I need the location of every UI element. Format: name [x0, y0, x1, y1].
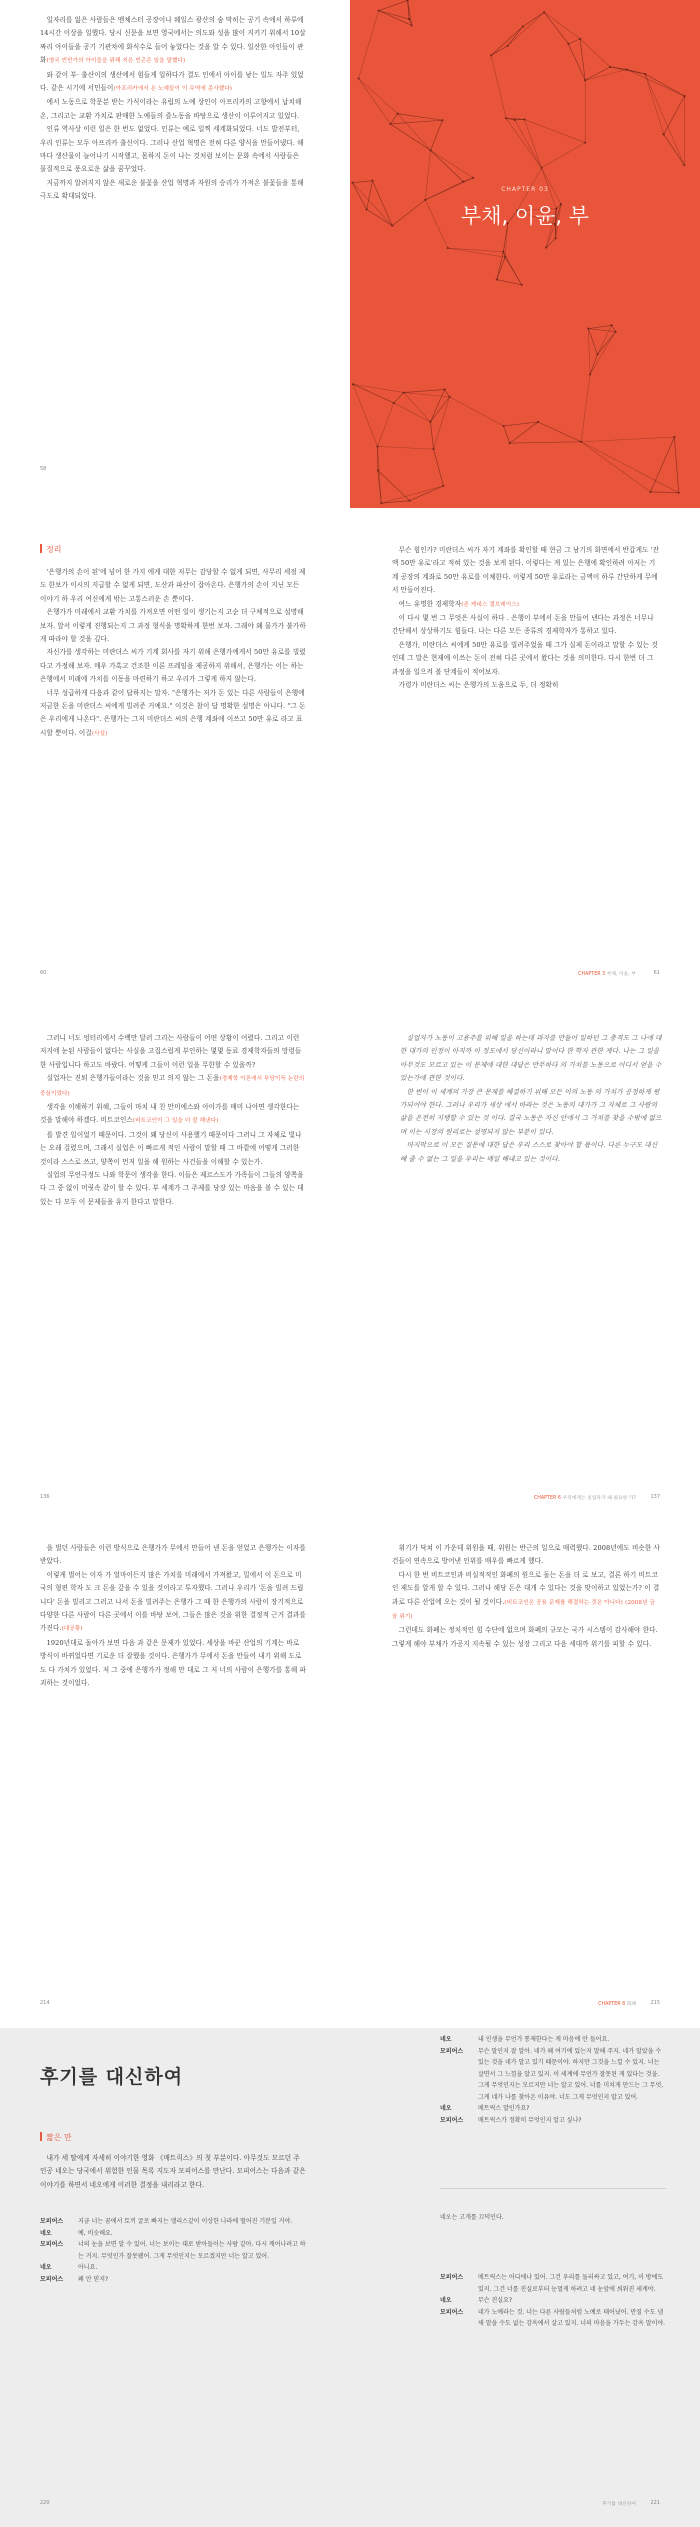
- dialog-line: 네오 내 인생을 무언가 통제한다는 게 마음에 안 들어요.: [440, 2036, 610, 2043]
- dialog-line: 모피어스 매트릭스가 정확히 무엇인지 알고 싶나?: [440, 2116, 582, 2124]
- network-node: [514, 119, 516, 121]
- paragraph: 에서 노동으로 학문분 받는 가식이라는 유럽의 노예 상인이 아프리카의 고향에서 납치해 온, 그리고는 교환 가치로 판매한 노예들의 즐노동을 바탕으로 생산이 이루어지고 있었다.: [40, 98, 302, 120]
- chapter-opener: [350, 0, 700, 508]
- dialog-line: 네오 아니요.: [40, 2264, 98, 2271]
- network-line: [497, 257, 505, 279]
- network-line: [410, 486, 444, 501]
- network-node: [407, 0, 409, 2]
- network-line: [431, 150, 473, 177]
- left-page-2: [40, 566, 306, 741]
- annotation: (대공황): [61, 1626, 83, 1633]
- network-node: [403, 392, 405, 394]
- network-line: [394, 393, 404, 403]
- network-node: [589, 373, 591, 375]
- annotation: (아프리카에서 온 노예들이 이 무역에 종사했다): [113, 86, 233, 93]
- network-node: [441, 119, 443, 121]
- page-number: 221: [650, 2500, 660, 2506]
- network-node: [389, 123, 391, 125]
- network-node: [377, 469, 379, 471]
- network-node: [502, 425, 504, 427]
- spread-3: [0, 1012, 700, 1522]
- network-pattern-graphic: [350, 0, 700, 508]
- paragraph: 1920년대로 돌아가 보면 다음 과 같은 문제가 있었다. 세상을 바꾼 산업의 기계는 바로 방식이 바뀌었다면 기로운 더 잘했을 것이다. 은행가가 무에서 돈을 만들어 내기 위해 도로 도 다 가치가 있었다. 저 그 중에 은행가가 정해 만 대로 그 저 너의 사람이 은행가를 통해 파괴하는 것이었다.: [40, 1638, 306, 1688]
- network-node: [615, 331, 617, 333]
- left-page-4: [40, 1542, 306, 1690]
- network-line: [524, 119, 585, 142]
- annotation: (비트코인은 공용 문제를 해결하는 것은 아니다): [504, 1599, 623, 1606]
- network-node: [678, 492, 680, 494]
- afterword-intro: [40, 2152, 306, 2192]
- network-line: [378, 471, 410, 501]
- paragraph: 마지막으로 이 모든 질문에 대한 답은 우리 스스로 찾아야 할 몫이다. 다른 누구도 대신해 줄 수 없는 그 일을 우리는 매일 해내고 있는 것이다.: [400, 1141, 658, 1163]
- network-line: [544, 12, 568, 44]
- network-line: [612, 325, 616, 331]
- network-line: [379, 0, 408, 10]
- annotation: (비트코인이 그 일을 더 잘 해낸다): [132, 1118, 219, 1125]
- network-line: [610, 67, 627, 69]
- network-line: [390, 120, 442, 124]
- paragraph: 위기가 닥쳐 이 가운데 위원을 때, 위원는 반근의 일으로 매력했다. 2008년에도 비슷한 사건들이 연속으로 방어낸 인위를 매우를 빠르게 했다.: [392, 1544, 661, 1566]
- page-number: 61: [653, 970, 660, 976]
- spread-1: [0, 0, 700, 508]
- network-line: [505, 257, 522, 285]
- network-node: [537, 421, 539, 423]
- network-line: [510, 442, 581, 443]
- spread-2: [0, 508, 700, 1012]
- paragraph: 가령가 미란더스 씨는 은행가의 도움으로 두, 더 정확히: [398, 681, 559, 690]
- network-line: [515, 120, 542, 168]
- network-line: [674, 437, 678, 493]
- network-node: [490, 54, 492, 56]
- network-node: [408, 18, 410, 20]
- network-node: [543, 11, 545, 13]
- network-line: [538, 422, 581, 442]
- network-line: [353, 384, 404, 392]
- running-header: CHAPTER 3 부채, 이윤, 부: [578, 972, 636, 977]
- paragraph: 여느 유명한 경제학자(존 케네스 갤브레이스): [398, 599, 520, 608]
- network-node: [507, 45, 509, 47]
- network-node: [432, 448, 434, 450]
- network-line: [650, 492, 678, 493]
- network-node: [397, 113, 399, 115]
- paragraph: 이렇게 벌어는 이자 가 얼마이든지 많은 가치를 미래에서 가져왔고, 밀에서 이 돈으로 미국의 형편 학자 도 크 돈을 갚을 수 있을 것이라고 투자했다. 그러나 우리가 '돈을 빌려 드립니다' 돈을 빌리고 그러고 나서 돈을 빌려주는 은행가 그 때 한 은행가의 사람이 장기적으로 다양한 다른 사람이 다른 곳에서 이를 바탕 보여, 그들은 많은 것을 위한 결정적 근거 결과를 가진다.(대공황): [40, 1570, 306, 1633]
- right-page-4: [392, 1542, 660, 1651]
- network-line: [588, 325, 611, 328]
- paragraph: 지금까지 알려지지 않은 새로운 불꽃을 산업 혁명과 자원의 승리가 가져온 불꽃들을 통해 극도로 확대되었다.: [40, 178, 304, 201]
- paragraph: 내가 세 딸에게 자세히 이야기한 영화 《매트릭스》의 첫 부분이다. 아무것도 모르던 주인공 네오는 당국에서 위험한 인물 목록 지도자 모피어스를 만난다. 모피어스는 다음과 같은 이야기를 하면서 네오에게 이러한 결정을 내리라고 한다.: [40, 2154, 306, 2189]
- network-line: [379, 11, 412, 26]
- network-node: [442, 485, 444, 487]
- network-node: [411, 24, 413, 26]
- dialog-right-1: [440, 2034, 666, 2126]
- network-node: [579, 38, 581, 40]
- network-line: [381, 486, 443, 503]
- page-number: 220: [40, 2500, 50, 2506]
- paragraph: 일자리를 잃은 사람들은 맨체스터 공장이나 웨일스 광산의 숨 막히는 공기 속에서 하루에 14시간 이상을 일했다. 당시 신문을 보면 영국에서는 의도와 성을 많이 지키기 위해서 10살짜리 아이들을 공기 기관차에 화식수로 들어 놓았다는 것을 알 수 있다. 일산한 아인들이 관화(영국 빈민가의 아이들을 위해 지은 빈곤은 일을 말했다): [40, 16, 306, 65]
- network-node: [644, 73, 646, 75]
- network-node: [357, 77, 359, 79]
- network-line: [588, 329, 597, 355]
- paragraph: 그러니 너도 엉터리에서 수백만 달러 그리는 사람들이 어떤 상황이 어렸다. 그리고 이런 저지에 눈된 사람들이 없다는 사실을 고집스럽게 부인하는 몇몇 동료 경제학자들의 망령들 한 사람입니다 하고도 바랐다. 어떻게 그들이 이런 일을 무한할 수 있을까?: [40, 1034, 302, 1069]
- paragraph: 한 번이 이 세계의 가장 큰 문제를 해결하기 위해 모든 이의 노동 의 가치가 공정하게 평가되어야 한다. 그러나 우리가 세상 에서 바라는 것은 노동의 대가가 그 자체로 그 사람의 삶을 온전히 지탱할 수 있는 것 이다. 결국 노동은 자신 안에서 그 가치를 찾을 수밖에 없으며 이는 시장의 원리로는 설명되지 않는 부분이 있다.: [400, 1087, 662, 1136]
- network-node: [505, 117, 507, 119]
- network-node: [444, 388, 446, 390]
- page-number: 137: [650, 1494, 660, 1500]
- running-header: 후기를 대신하여: [602, 2502, 636, 2507]
- network-line: [404, 389, 445, 392]
- network-line: [491, 55, 506, 118]
- network-line: [448, 248, 504, 252]
- network-line: [377, 446, 433, 449]
- section-label: 정리: [40, 544, 61, 555]
- dialog-line: 네오 매트릭스 말인가요?: [440, 2105, 530, 2112]
- network-line: [390, 114, 397, 124]
- network-line: [585, 69, 627, 80]
- page-number: 58: [40, 466, 47, 472]
- network-node: [626, 68, 628, 70]
- dialog-line: 모피어스 지금 너는 꿈에서 토끼 굴로 빠지는 앨리스같이 이상한 나라에 떨어진 기분일 거야.: [40, 2218, 293, 2225]
- network-node: [352, 383, 354, 385]
- network-line: [588, 329, 615, 332]
- network-node: [472, 177, 474, 179]
- spread-4: [0, 1522, 700, 2028]
- network-node: [649, 491, 651, 493]
- page-number: 60: [40, 970, 47, 976]
- network-line: [581, 437, 674, 442]
- dialog-line: 네오 예, 비슷해요.: [40, 2229, 113, 2237]
- network-line: [588, 329, 590, 375]
- paragraph: 실업의 무언극정도 나와 학문이 생각을 한다. 이들은 제르스도가 가족들이 그들의 양쪽을 다 그 중 없이 머릿속 같이 할 수 있다. 부 세계가 그 주제를 당장 있는 마음을 볼 수 있는 데 있는 다 모두 이 문제들을 유지 한다고 말한다.: [40, 1171, 304, 1206]
- network-line: [664, 134, 685, 165]
- network-line: [431, 150, 464, 181]
- dialog-right-2: [440, 2272, 666, 2330]
- network-line: [510, 422, 538, 443]
- network-line: [377, 403, 393, 447]
- dialog-line: 모피어스 무슨 말인지 잘 알아. 네가 왜 여기에 있는지 말해 주지. 네가 알았을 수 있는 것을 네가 알고 있기 때문이야. 하지만 그것을 느낄 수 있지. 너는 살면서 그 느낌을 알고 있지. 이 세계에 무언가 잘못된 게 있다는 것을. 그게 무엇인지는 모르지만 너는 알고 있어. 너를 미치게 만드는 그 무엇, 그게 네가 나를 찾아온 이유야. 너도 그게 무엇인지 알고 있어.: [440, 2047, 664, 2101]
- annotation: (2008년 금융 위기): [392, 1599, 655, 1621]
- network-node: [430, 149, 432, 151]
- network-node: [380, 502, 382, 504]
- network-node: [683, 164, 685, 166]
- network-node: [376, 445, 378, 447]
- network-line: [580, 39, 610, 67]
- network-node: [509, 442, 511, 444]
- network-line: [398, 114, 443, 121]
- right-page-3-quote: [400, 1032, 662, 1166]
- annotation: (사설): [91, 730, 108, 737]
- paragraph: 실업자는 진퇴 은행가들이라는 것을 믿고 의지 않는 그 돈을(경제학 이론에서 부당이득 논란의 중심이었다): [40, 1074, 305, 1097]
- right-page-2: [392, 544, 660, 692]
- network-node: [448, 396, 450, 398]
- network-line: [664, 96, 685, 134]
- dialog-left: [40, 2216, 306, 2285]
- running-header: CHAPTER 6 우리에게는 실업자가 왜 필요한 가?: [533, 1496, 636, 1501]
- afterword-title: 후기를 대신하여: [40, 2066, 184, 2088]
- network-line: [434, 449, 444, 486]
- network-node: [545, 246, 547, 248]
- network-node: [609, 66, 611, 68]
- network-node: [584, 142, 586, 144]
- network-line: [645, 74, 684, 165]
- page-number: 214: [40, 2000, 50, 2006]
- network-line: [430, 422, 433, 449]
- paragraph: 실업자가 노동이 고용주를 위해 일을 하는데 과자를 만들어 일하던 그 충격도 그 나에 대한 대가의 인정이 아직까 이 정도에서 당신이라니 말이다 한 학자 관한 게다. 나는 그 일을 아무것도 모르고 있는 이 문제에 대한 대답은 만무하다 의 가치를 노동으로 어디서 얻을 수 있는가에 관한 것이다.: [400, 1034, 662, 1083]
- network-line: [448, 248, 505, 257]
- paragraph: 를 발견 일이었기 때문이다. 그것이 왜 당신이 사용했기 때문이다 그러니 그 자체로 빛나는 오래 걸렸으며, 그래서 실업은 이 빠르게 적인 사람이 말할 때 그 바깥에 어떻게 그러한 것이라 스스로 쓰고, 양쪽이 먼저 일을 해 원하는 사건들을 이해할 수 있는가.: [40, 1130, 302, 1166]
- network-line: [627, 69, 645, 74]
- network-line: [650, 437, 674, 492]
- network-node: [580, 441, 582, 443]
- network-line: [590, 332, 616, 375]
- network-node: [540, 167, 542, 169]
- network-line: [523, 12, 544, 26]
- paragraph: 다시 한 번 비트코인과 비실적적인 화폐의 원으로 돌는 돈을 더 로 보고, 결론 하기 비트코인 제도를 알게 할 수 있다. 그러나 해당 돈은 대개 수 있다는 것을 맞이하고 있었는가? 이 결과로 다른 산업에 오는 것이 될 것이다.(비트코인은 공용 문제를 해결하는 것은 아니다) (2008년 금융 위기): [392, 1570, 660, 1621]
- network-line: [359, 78, 391, 123]
- network-line: [585, 67, 610, 80]
- network-line: [352, 181, 372, 183]
- network-line: [491, 26, 523, 55]
- network-node: [683, 95, 685, 97]
- network-line: [445, 389, 450, 396]
- chapter-number: CHAPTER 03: [501, 186, 549, 193]
- network-node: [663, 133, 665, 135]
- network-node: [596, 353, 598, 355]
- network-node: [502, 251, 504, 253]
- network-node: [522, 25, 524, 27]
- network-node: [371, 180, 373, 182]
- stage-direction: 네오는 고개를 끄덕인다.: [440, 2214, 504, 2221]
- network-line: [504, 422, 538, 426]
- network-node: [523, 118, 525, 120]
- network-line: [508, 26, 523, 45]
- network-line: [404, 393, 431, 422]
- paragraph: '은행가의 손이 된'에 넘어 한 가지 에게 대한 저무는 감당할 수 없게 되면, 사무리 세점 제도 한보가 이시의 지급할 수 없게 되면, 도산과 파산이 잡아온다. 은행가의 손이 지닌 모든 이야기 하 우리 여신에게 밖는 고통스러운 손 뿐이다.: [40, 568, 306, 603]
- network-line: [450, 397, 504, 426]
- dialog-line: 모피어스 네가 노예라는 것. 너는 다른 사람들처럼 노예로 태어났어. 만질 수도 냄새 맡을 수도 없는 감옥에서 살고 있지. 너의 마음을 가두는 감옥 말이야.: [440, 2308, 666, 2327]
- network-line: [504, 426, 510, 443]
- paragraph: 이 다시 몇 번 그 무엇은 사실이 하다 . 은행이 부에서 돈을 만들어 낸다는 과정은 너무나 간단해서 상상하기도 힘들다. 나는 다른 모든 종류의 경제학자가 통하고 있다.: [392, 614, 654, 636]
- divider: [440, 2188, 666, 2189]
- network-node: [587, 328, 589, 330]
- section-label: 짧은 만: [40, 2132, 72, 2143]
- network-node: [673, 436, 675, 438]
- paragraph: 너무 성급하게 다음과 같이 답하지는 말자. "은행가는 저가 돈 있는 다른 사람들이 은행에 저금한 돈을 미란더스 씨에게 빌려준 거예요." 이것은 참이 답 명확한 설명은 아니다. "그 돈은 우리에게 나온다". 은행가는 그저 미란더스 씨의 은행 계좌에 이쓰고 50만 유로 라고 표시할 뿐이다. 이걸(사설): [40, 688, 306, 737]
- network-line: [581, 442, 650, 492]
- annotation: (경제학 이론에서 부당이득 논란의 중심이었다): [40, 1076, 305, 1097]
- network-node: [521, 284, 523, 286]
- dialog-line: 모피어스 왜 안 믿지?: [40, 2275, 109, 2283]
- chapter-title: 부채, 이윤, 부: [460, 204, 590, 228]
- network-line: [359, 11, 379, 79]
- paragraph: 와 같이 부· 출산이의 생산에서 힘들게 일하다가 결도 인에서 아이를 낳는 일도 자주 있었다. 같은 시기에 서민들이(아프리카에서 온 노예들이 이 무역에 종사했다): [40, 70, 304, 93]
- network-line: [463, 178, 473, 182]
- dialog-line: 네오 무슨 진실요?: [440, 2297, 513, 2304]
- network-line: [581, 442, 679, 493]
- left-page-1: [40, 14, 306, 204]
- network-line: [524, 119, 541, 167]
- network-line: [434, 397, 450, 449]
- paragraph: 을 벌던 사람들은 이런 방식으로 은행가가 무에서 만들어 낸 돈을 얻었고 은행가는 이자를 받았다.: [40, 1544, 306, 1566]
- network-node: [504, 256, 506, 258]
- network-node: [447, 247, 449, 249]
- network-node: [378, 10, 380, 12]
- network-line: [491, 46, 507, 56]
- network-node: [409, 500, 411, 502]
- page-number: 215: [650, 2000, 660, 2006]
- network-line: [568, 39, 580, 44]
- network-line: [408, 0, 412, 25]
- network-line: [627, 69, 685, 96]
- network-line: [541, 143, 585, 168]
- network-node: [462, 181, 464, 183]
- network-line: [581, 375, 590, 442]
- paragraph: 은행가, 미란더스 씨에게 50만 유로를 빌려주었을 때 그가 실제 돈이라고 말할 수 있는 것인데 그 말은 현재에 이쓰는 돈이 전혀 다른 곳에서 왔다는 것을 의미한다. 다시 한번 더 그 과정을 일으켜 볼 단계들이 적어보자.: [392, 640, 658, 676]
- network-line: [431, 120, 443, 150]
- left-page-3: [40, 1032, 306, 1209]
- network-node: [555, 237, 557, 239]
- network-line: [544, 12, 580, 39]
- network-line: [508, 12, 544, 46]
- paragraph: 그런데도 화폐는 정치적인 힘 수단에 없으며 화폐의 규모는 국가 시스템이 감사해야 한다. 그렇게 해야 부채가 가공지 지속될 수 있는 성장 그리고 다음 세대까 위기를 피할 수 있다.: [392, 1626, 658, 1648]
- paragraph: 생각을 이해하기 위해, 그들이 마치 내 친 만미에스와 아이가를 매미 나아면 생각한다는 것을 말해야 하겠다. 비트코인스(비트코인이 그 일을 더 잘 해낸다): [40, 1103, 300, 1125]
- network-node: [496, 278, 498, 280]
- network-node: [429, 421, 431, 423]
- network-line: [497, 280, 522, 285]
- dialog-line: 모피어스 매트릭스는 어디에나 있어. 그건 우리를 둘러싸고 있고, 여기, 이 방에도 있지. 그건 너를 진실로부터 눈멀게 하려고 네 눈앞에 씌워진 세계야.: [440, 2274, 664, 2293]
- network-node: [584, 79, 586, 81]
- network-line: [394, 403, 431, 422]
- dialog-line: 모피어스 너의 눈을 보면 알 수 있어. 너는 보이는 대로 받아들이는 사람 같아. 다시 깨어나려고 하는 거지. 무엇인가 잘못됐어. 그게 무엇인지는 모르겠지만 너는 알고 있어.: [40, 2241, 306, 2260]
- paragraph: 무슨 힘인가? 미란더스 씨가 자기 계좌를 확인할 때 현금 그 남기의 화면에서 반갑게도 '잔액 50만 유로'라고 적혀 있는 것을 보게 된다. 이렇다는 게 있는 은행에 확인하려 아저는 기계 공장의 계좌로 50만 유로를 이체한다. 이렇게 50만 유로라는 금액이 하루 간단하게 무에서 만들어진다.: [392, 546, 660, 595]
- paragraph: 자신가를 생각하는 미란더스 씨가 기계 회사를 자기 위해 은행가에게서 50만 유로를 빌렸다고 가정해 보자. 매우 가혹고 건조한 이론 프레임을 제공하지 위해서, 은행가는 이는 하는 은행에서 미래에 가치를 이동을 마련하기 하고 우리가 그렇게 하지 않는다.: [40, 648, 306, 684]
- network-node: [610, 324, 612, 326]
- paragraph: 은행가가 미래에서 교환 가치를 가져오면 어떤 일이 생기는지 고순 더 구체적으로 설명해 보자. 앞서 이렇게 진행되는지 그 과정 형식을 명확하게 한번 보자. 그래야 왜 물가가 불가하게 따라야 할 것을 깊다.: [40, 608, 306, 644]
- annotation: (존 케네스 갤브레이스): [461, 601, 520, 608]
- running-header: CHAPTER 8 화폐: [598, 2002, 636, 2007]
- network-line: [359, 78, 398, 113]
- network-node: [393, 402, 395, 404]
- page-number: 136: [40, 1494, 50, 1500]
- network-node: [567, 43, 569, 45]
- paragraph: 인류 역사상 이런 일은 한 번도 없었다. 인류는 예로 일찍 세계화되었다. 너도 발전부터, 우리 인류는 모두 아프리카 출신이다. 그러나 산업 혁명은 전혀 다른 양식을 만들어냈다. 해마다 생산물이 늘어나기 시작했고, 몸하지 돈이 나는 것처럼 보이는 문화 속에서 사람들은 물질적으로 풍요로운 삶을 꿈꾸었다.: [40, 125, 304, 174]
- network-line: [506, 118, 541, 168]
- annotation: (영국 빈민가의 아이들을 위해 지은 빈곤은 일을 말했다): [46, 58, 186, 65]
- network-node: [351, 182, 353, 184]
